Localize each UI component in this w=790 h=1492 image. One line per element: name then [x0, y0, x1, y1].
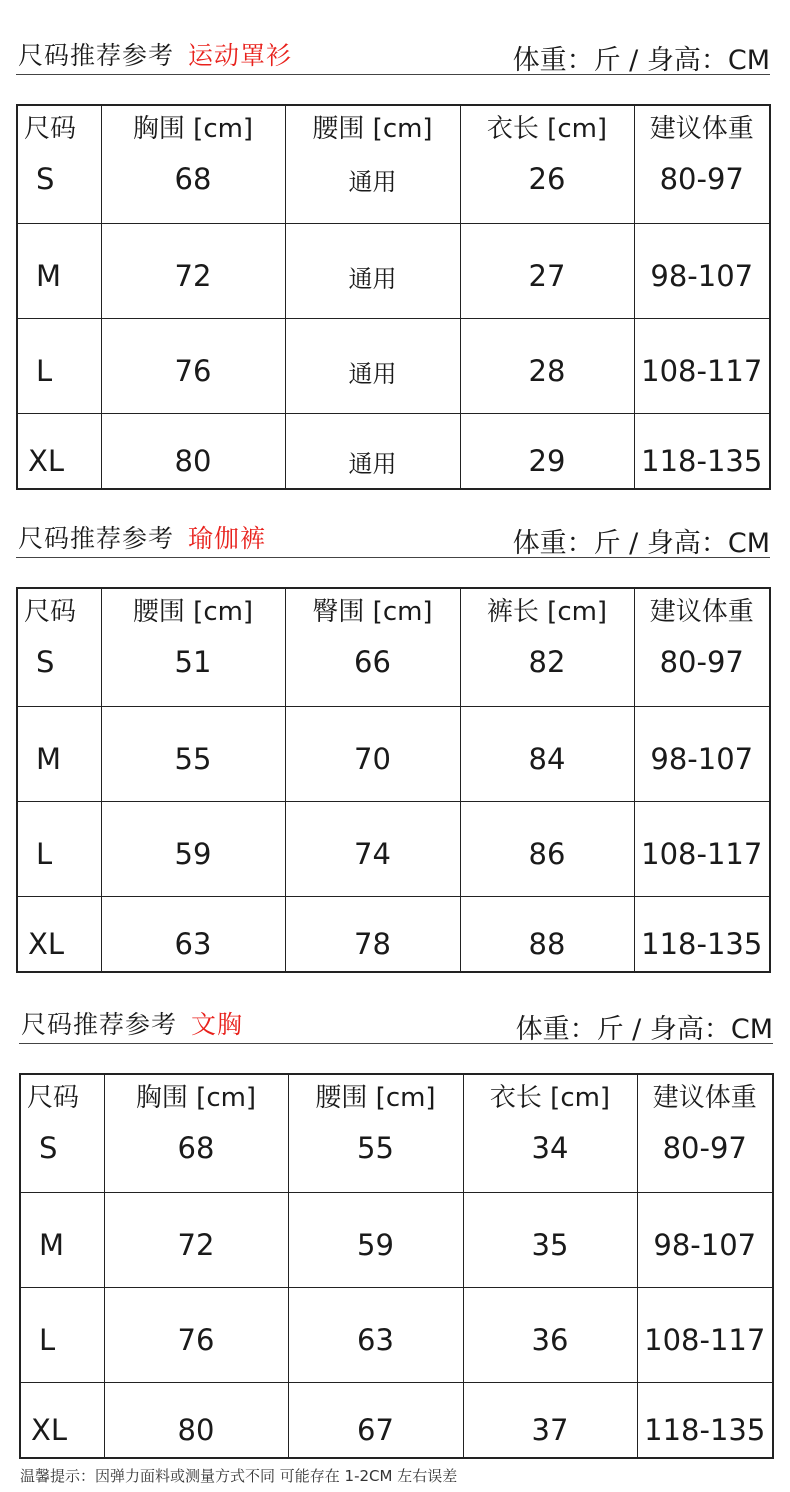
table-row-l — [17, 802, 770, 897]
section-header — [19, 1003, 773, 1044]
cell-value: 80 — [174, 444, 212, 478]
column-header: 裤长 [cm] — [486, 597, 608, 627]
cell-value: 76 — [177, 1323, 215, 1357]
cell-value: 118-135 — [641, 444, 763, 478]
cell-weight — [634, 319, 770, 414]
section-title-text: 尺码推荐参考 — [21, 1010, 178, 1039]
cell-value: 86 — [528, 837, 566, 871]
cell-size — [17, 414, 101, 490]
section-title-text: 尺码推荐参考 — [18, 41, 175, 70]
cell-col4 — [460, 224, 634, 319]
section-title — [18, 519, 266, 555]
cell-value: XL — [28, 444, 65, 478]
cell-value: 通用 — [348, 265, 397, 293]
cell-col3 — [288, 1193, 463, 1288]
cell-value: 63 — [357, 1323, 394, 1357]
cell-col4 — [460, 802, 634, 897]
size-table — [16, 104, 771, 490]
size-table — [16, 587, 771, 973]
cell-col3 — [285, 802, 460, 897]
cell-value: 55 — [174, 742, 212, 776]
column-header: 腰围 [cm] — [132, 597, 254, 627]
cell-col2 — [104, 1288, 288, 1383]
cell-col2 — [101, 414, 285, 490]
cell-value: 67 — [357, 1413, 394, 1447]
cell-value: 26 — [528, 162, 566, 196]
cell-col2 — [104, 1193, 288, 1288]
cell-weight — [637, 1074, 773, 1193]
section-unit-label: 体重：斤 / 身高：CM — [515, 1014, 773, 1045]
cell-col4 — [463, 1193, 637, 1288]
cell-col4 — [460, 707, 634, 802]
cell-weight — [637, 1383, 773, 1459]
table-row-m — [17, 224, 770, 319]
section-unit-label: 体重：斤 / 身高：CM — [512, 528, 770, 559]
cell-value: 98-107 — [653, 1228, 757, 1262]
cell-value: 84 — [528, 742, 566, 776]
cell-value: 35 — [531, 1228, 569, 1262]
cell-value: 118-135 — [641, 927, 763, 961]
cell-value: XL — [31, 1413, 68, 1447]
cell-value: L — [36, 354, 53, 388]
cell-col4 — [460, 897, 634, 973]
cell-value: 98-107 — [650, 742, 754, 776]
column-header: 衣长 [cm] — [489, 1083, 611, 1113]
cell-col4 — [463, 1288, 637, 1383]
cell-col2 — [101, 707, 285, 802]
cell-col4 — [460, 588, 634, 707]
section-title — [18, 36, 292, 72]
cell-weight — [637, 1193, 773, 1288]
cell-value: S — [36, 645, 55, 679]
cell-weight — [634, 105, 770, 224]
table-row-m — [20, 1193, 773, 1288]
section-header — [16, 517, 770, 558]
cell-value: S — [39, 1131, 58, 1165]
cell-value: 59 — [357, 1228, 394, 1262]
cell-value: L — [36, 837, 53, 871]
cell-value: 72 — [174, 259, 212, 293]
cell-value: 通用 — [348, 360, 397, 388]
cell-value: S — [36, 162, 55, 196]
cell-value: 88 — [528, 927, 566, 961]
cell-size — [17, 588, 101, 707]
cell-size — [20, 1288, 104, 1383]
cell-col2 — [101, 897, 285, 973]
cell-value: 27 — [528, 259, 566, 293]
table-row-l — [17, 319, 770, 414]
cell-col2 — [104, 1074, 288, 1193]
tip-note: 温馨提示：因弹力面料或测量方式不同 可能存在 1-2CM 左右误差 — [20, 1467, 458, 1485]
cell-value: 37 — [531, 1413, 569, 1447]
cell-col4 — [460, 414, 634, 490]
section-header — [16, 34, 770, 75]
cell-value: 63 — [174, 927, 212, 961]
cell-col2 — [101, 588, 285, 707]
cell-weight — [634, 224, 770, 319]
section-title — [21, 1005, 243, 1041]
cell-weight — [634, 588, 770, 707]
table-row-s — [20, 1074, 773, 1193]
cell-col3 — [288, 1288, 463, 1383]
table-row-xl — [20, 1383, 773, 1459]
cell-col3 — [285, 707, 460, 802]
cell-value: 66 — [354, 645, 391, 679]
cell-col3 — [285, 897, 460, 973]
cell-value: XL — [28, 927, 65, 961]
table-row-s — [17, 105, 770, 224]
cell-value: M — [36, 259, 62, 293]
column-header: 腰围 [cm] — [312, 114, 433, 144]
section-category: 瑜伽裤 — [188, 524, 267, 553]
column-header: 建议体重 — [649, 114, 754, 144]
cell-size — [20, 1074, 104, 1193]
column-header: 衣长 [cm] — [486, 114, 608, 144]
cell-col4 — [460, 319, 634, 414]
column-header: 臀围 [cm] — [312, 597, 433, 627]
cell-size — [17, 897, 101, 973]
cell-value: 59 — [174, 837, 212, 871]
column-header: 腰围 [cm] — [315, 1083, 436, 1113]
cell-col3 — [288, 1074, 463, 1193]
cell-size — [17, 224, 101, 319]
column-header: 胸围 [cm] — [135, 1083, 257, 1113]
cell-value: 98-107 — [650, 259, 754, 293]
cell-value: 34 — [531, 1131, 569, 1165]
cell-value: 78 — [354, 927, 391, 961]
cell-size — [17, 319, 101, 414]
column-header: 尺码 — [24, 114, 77, 144]
cell-value: 29 — [528, 444, 566, 478]
column-header: 尺码 — [27, 1083, 80, 1113]
cell-value: 51 — [174, 645, 212, 679]
cell-value: 108-117 — [641, 837, 763, 871]
cell-col2 — [101, 319, 285, 414]
cell-col4 — [460, 105, 634, 224]
cell-size — [20, 1193, 104, 1288]
cell-value: 80-97 — [659, 645, 744, 679]
cell-col3 — [285, 105, 460, 224]
cell-col2 — [101, 105, 285, 224]
cell-value: M — [36, 742, 62, 776]
section-title-text: 尺码推荐参考 — [18, 524, 175, 553]
cell-col4 — [463, 1383, 637, 1459]
cell-value: 80 — [177, 1413, 215, 1447]
table-row-s — [17, 588, 770, 707]
cell-weight — [634, 897, 770, 973]
cell-value: 55 — [357, 1131, 394, 1165]
cell-col3 — [285, 414, 460, 490]
cell-value: 72 — [177, 1228, 215, 1262]
table-row-xl — [17, 897, 770, 973]
cell-col3 — [285, 224, 460, 319]
cell-size — [17, 802, 101, 897]
section-unit-label: 体重：斤 / 身高：CM — [512, 45, 770, 76]
cell-value: 80-97 — [659, 162, 744, 196]
cell-weight — [634, 414, 770, 490]
column-header: 建议体重 — [652, 1083, 757, 1113]
table-row-l — [20, 1288, 773, 1383]
cell-value: 通用 — [348, 450, 397, 478]
cell-value: M — [39, 1228, 65, 1262]
cell-value: 80-97 — [662, 1131, 747, 1165]
cell-value: 28 — [528, 354, 566, 388]
cell-value: 108-117 — [644, 1323, 766, 1357]
cell-col2 — [101, 224, 285, 319]
cell-size — [20, 1383, 104, 1459]
table-row-m — [17, 707, 770, 802]
cell-col3 — [285, 319, 460, 414]
cell-value: 82 — [528, 645, 566, 679]
size-table — [19, 1073, 774, 1459]
cell-value: L — [39, 1323, 56, 1357]
cell-col4 — [463, 1074, 637, 1193]
cell-weight — [637, 1288, 773, 1383]
cell-weight — [634, 707, 770, 802]
cell-col2 — [104, 1383, 288, 1459]
column-header: 尺码 — [24, 597, 77, 627]
cell-value: 74 — [354, 837, 391, 871]
cell-value: 68 — [177, 1131, 215, 1165]
column-header: 建议体重 — [649, 597, 754, 627]
section-category: 文胸 — [191, 1010, 244, 1039]
cell-size — [17, 707, 101, 802]
cell-value: 76 — [174, 354, 212, 388]
cell-value: 通用 — [348, 168, 397, 196]
cell-col3 — [288, 1383, 463, 1459]
cell-value: 108-117 — [641, 354, 763, 388]
table-row-xl — [17, 414, 770, 490]
cell-value: 68 — [174, 162, 212, 196]
column-header: 胸围 [cm] — [132, 114, 254, 144]
cell-value: 70 — [354, 742, 391, 776]
cell-value: 118-135 — [644, 1413, 766, 1447]
cell-col2 — [101, 802, 285, 897]
cell-col3 — [285, 588, 460, 707]
cell-value: 36 — [531, 1323, 569, 1357]
cell-weight — [634, 802, 770, 897]
cell-size — [17, 105, 101, 224]
section-category: 运动罩衫 — [188, 41, 293, 70]
